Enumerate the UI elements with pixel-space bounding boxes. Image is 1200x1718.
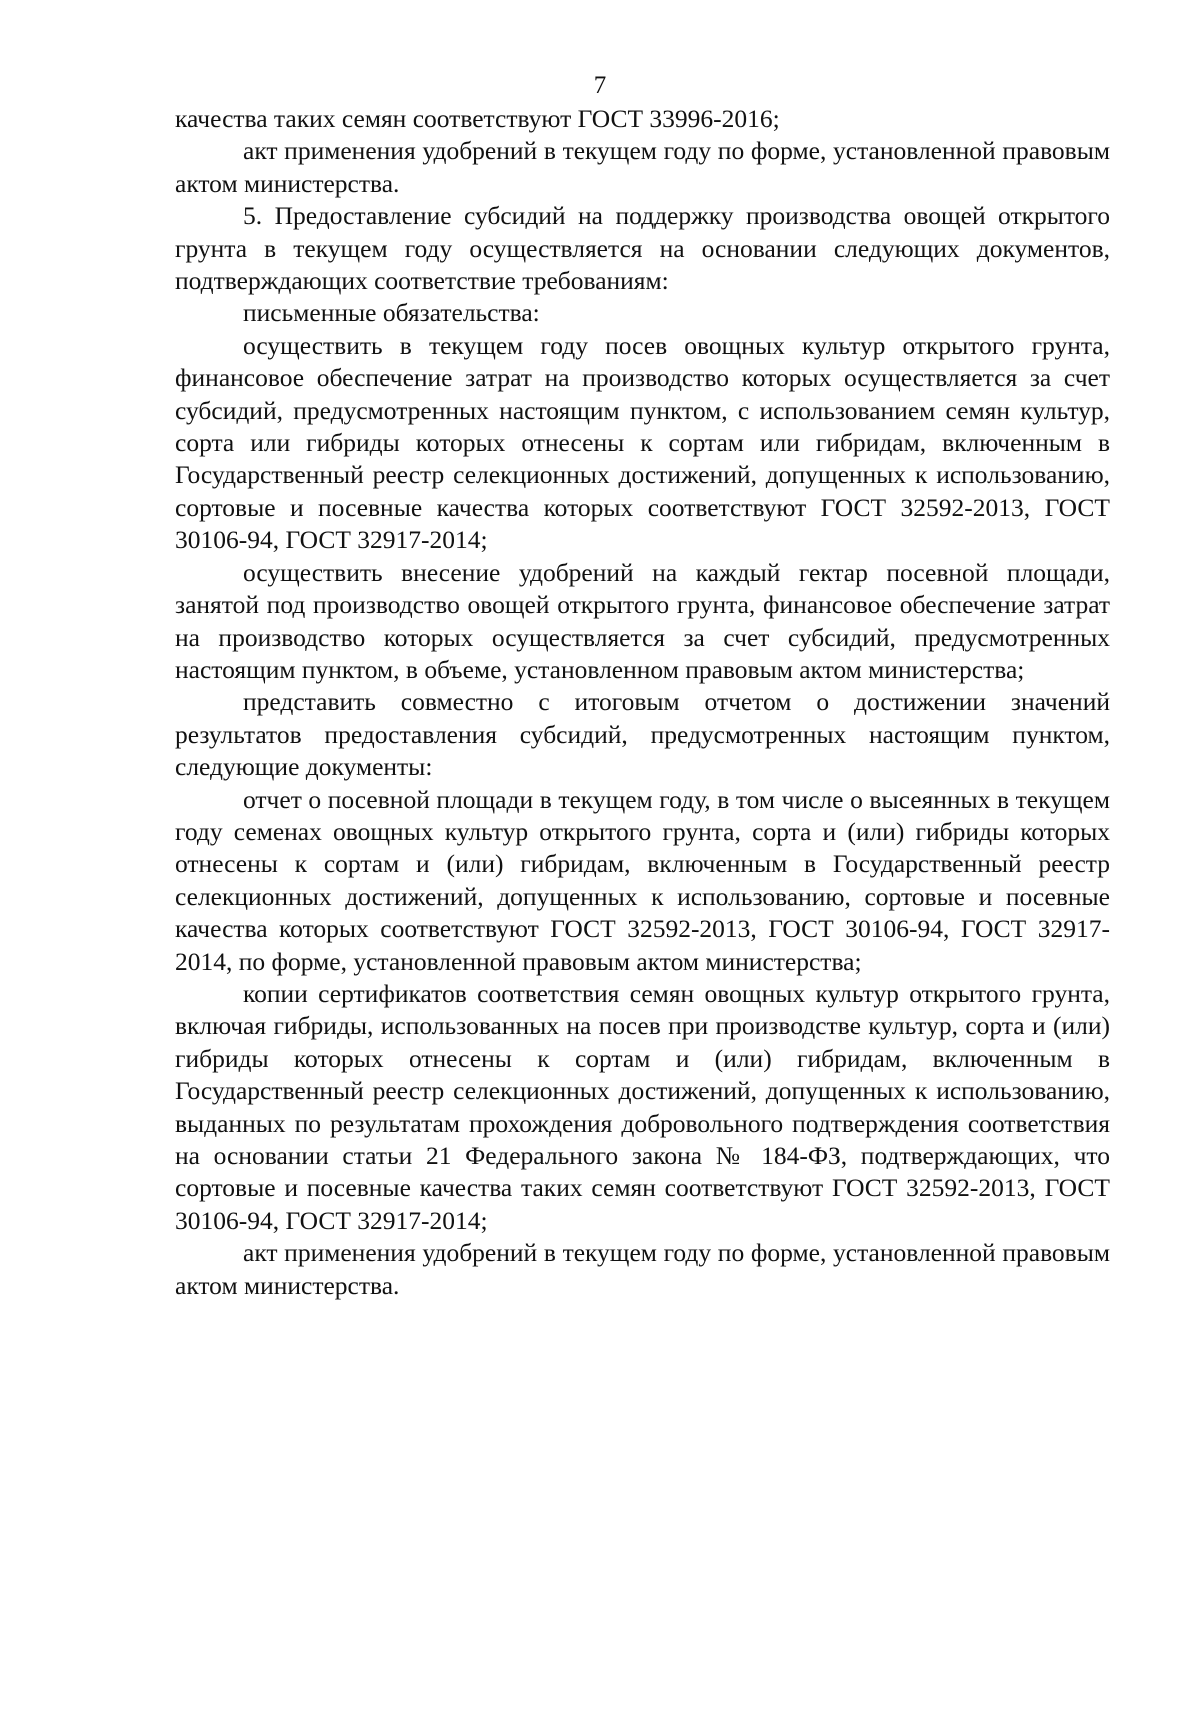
document-body xyxy=(175,103,1110,1302)
page-number: 7 xyxy=(593,72,607,99)
paragraph-1: качества таких семян соответствуют ГОСТ 33996-2016; xyxy=(175,104,780,133)
paragraph-5: осуществить в текущем году посев овощных культур открытого грунта, финансовое обеспечение затрат на производство которых осуществляется за счет субсидий, предусмотренных настоящим пунктом, с использованием семян культур, сорта или гибриды которых отнесены к сортам или гибридам, включенным в Государственный реестр селекционных достижений, допущенных к использованию, сортовые и посевные качества которых соответствуют ГОСТ 32592-2013, ГОСТ 30106-94, ГОСТ 32917-2014; xyxy=(175,330,1110,555)
paragraph-6: осуществить внесение удобрений на каждый гектар посевной площади, занятой под производство овощей открытого грунта, финансовое обеспечение затрат на производство которых осуществляется за счет субсидий, предусмотренных настоящим пунктом, в объеме, установленном правовым актом министерства; xyxy=(175,557,1110,684)
paragraph-3: 5. Предоставление субсидий на поддержку производства овощей открытого грунта в текущем году осуществляется на основании следующих документов, подтверждающих соответствие требованиям: xyxy=(175,201,1110,296)
paragraph-7: представить совместно с итоговым отчетом о достижении значений результатов предоставления субсидий, предусмотренных настоящим пунктом, следующие документы: xyxy=(175,687,1110,782)
paragraph-2: акт применения удобрений в текущем году по форме, установленной правовым актом министерства. xyxy=(175,136,1110,198)
paragraph-4: письменные обязательства: xyxy=(243,298,540,328)
paragraph-9: копии сертификатов соответствия семян овощных культур открытого грунта, включая гибриды, использованных на посев при производстве культур, сорта и (или) гибриды которых отнесены к сортам и (или) гибридам, включенным в Государственный реестр селекционных достижений, допущенных к использованию, выданных по результатам прохождения добровольного подтверждения соответствия на основании статьи 21 Федерального закона № 184-ФЗ, подтверждающих, что сортовые и посевные качества таких семян соответствуют ГОСТ 32592-2013, ГОСТ 30106-94, ГОСТ 32917-2014; xyxy=(175,978,1110,1235)
paragraph-10: акт применения удобрений в текущем году по форме, установленной правовым актом министерства. xyxy=(175,1238,1110,1300)
paragraph-8: отчет о посевной площади в текущем году, в том числе о высеянных в текущем году семенах овощных культур открытого грунта, сорта и (или) гибриды которых отнесены к сортам и (или) гибридам, включенным в Государственный реестр селекционных достижений, допущенных к использованию, сортовые и посевные качества которых соответствуют ГОСТ 32592-2013, ГОСТ 30106-94, ГОСТ 32917-2014, по форме, установленной правовым актом министерства; xyxy=(175,784,1110,976)
